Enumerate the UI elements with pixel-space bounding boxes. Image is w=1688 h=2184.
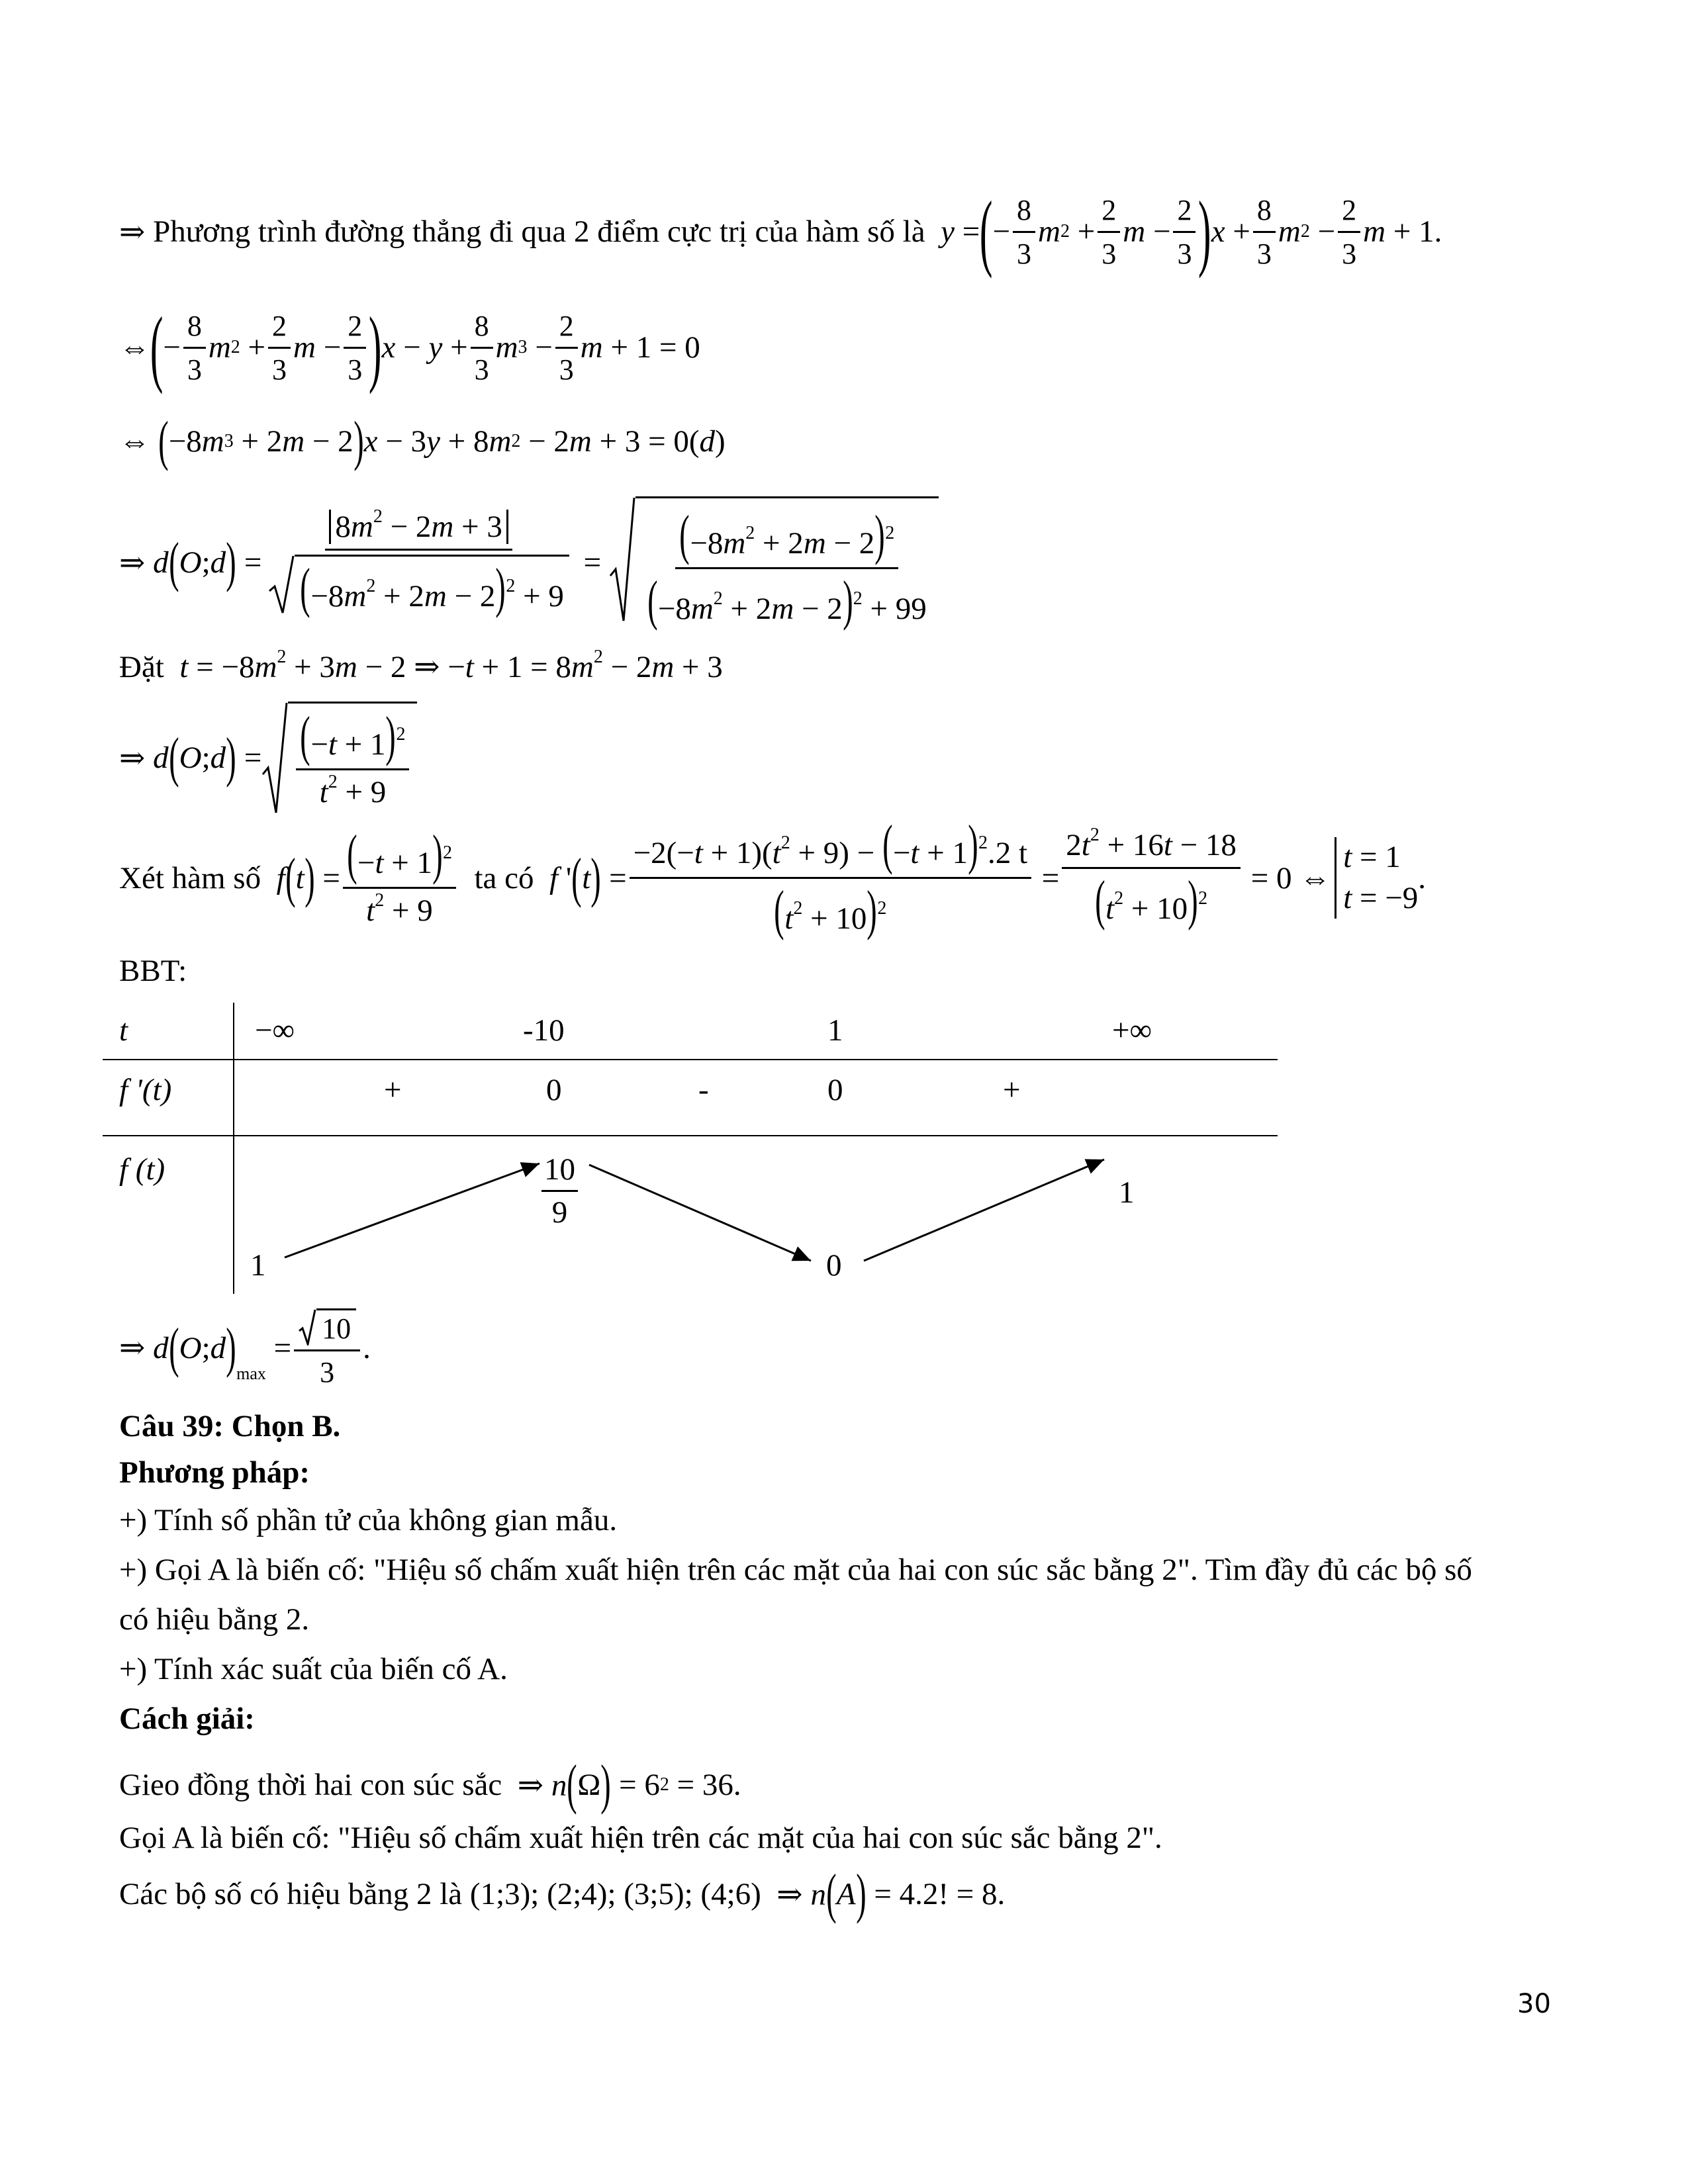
sign-cell: -: [698, 1073, 709, 1107]
f-end-value: 1: [1119, 1175, 1135, 1210]
f-peak-denominator: 9: [551, 1195, 568, 1230]
equation-line-2: ⇔ ( − $\frac{8}{3}$ m 2 + $\frac{2}{3}$ m − $\frac{2}{3}$ ) x − y + $\frac{8}{3}$ m 3 − $\frac{2}{3}$ m + 1 = 0: [119, 300, 700, 395]
decreasing-arrow: [589, 1165, 811, 1261]
method-item: +) Tính xác suất của biến cố A.: [119, 1652, 508, 1686]
function-study-line: Xét hàm số f ( t ) = $\frac{(-t + 1)^2}{t^2 + 9}$ ta có f ' ( t ) = $\frac{-2(-t + 1)(t^2 + 9) - (-t + 1)^2.2 t}{(t^2 + 10)^2}$ = $\frac{2t^2 + 16t - 18}{(t^2 + 10)^2}$ = 0 ⇔ t = 1 t = −9 .: [119, 814, 1427, 941]
max-distance-line: ⇒ d ( O ; d ) max = $\frac{10}{3}$ .: [119, 1307, 371, 1389]
solution-text-3: Các bộ số có hiệu bằng 2 là (1;3); (2;4); (3;5); (4;6): [119, 1877, 761, 1911]
bbt-label: BBT:: [119, 954, 187, 988]
t-value: −∞: [255, 1013, 295, 1048]
f-peak-numerator: 10: [541, 1152, 578, 1192]
solution-line-1: Gieo đồng thời hai con súc sắc ⇒ n ( Ω ) = 6 2 = 36.: [119, 1754, 741, 1815]
method-item: +) Tính số phần tử của không gian mẫu.: [119, 1503, 618, 1537]
solution-text-1: Gieo đồng thời hai con súc sắc: [119, 1768, 502, 1802]
equation-line-1: ⇒ Phương trình đường thẳng đi qua 2 điểm cực trị của hàm số là y = ( − $\frac{8}{3}$ m 2 + $\frac{2}{3}$ m − $\frac{2}{3}$ ) x + $\frac{8}{3}$ m 2 − $\frac{2}{3}$ m + 1.: [119, 184, 1442, 279]
sqrt-sign-icon: [298, 1308, 316, 1345]
f-low-value: 0: [826, 1248, 842, 1283]
line1-text: Phương trình đường thẳng đi qua 2 điểm cực trị của hàm số là: [153, 214, 925, 249]
equation-line-7: ⇒ d ( O ; d ) = $\frac{(-t + 1)^2}{t^2 + 9}$: [119, 702, 417, 814]
fprime-row-head: f '(t): [119, 1073, 172, 1107]
t-row-head: t: [119, 1013, 128, 1048]
method-title: Phương pháp:: [119, 1455, 310, 1490]
f-start-value: 1: [250, 1248, 266, 1283]
substitution-line: Đặt $t = -8m^2 + 3m - 2$ ⇒ $-t + 1 = 8m^2 - 2m + 3$: [119, 647, 723, 684]
page-number: 30: [1517, 1989, 1551, 2019]
question-heading: Câu 39: Chọn B.: [119, 1409, 341, 1443]
sign-cell: 0: [546, 1073, 562, 1107]
equation-line-3: ⇔ ( −8 m 3 + 2 m − 2 ) x − 3 y + 8 m 2 − 2 m + 3 = 0( d ): [119, 410, 726, 472]
method-item: +) Gọi A là biến cố: "Hiệu số chấm xuất hiện trên các mặt của hai con súc sắc bằng 2". Tìm đầy đủ các bộ số: [119, 1553, 1472, 1587]
method-item: có hiệu bằng 2.: [119, 1602, 310, 1637]
sign-cell: 0: [827, 1073, 843, 1107]
equation-line-4: ⇒ d ( O ; d ) = $\frac{8m^2 - 2m + 3}{(-8m^2 + 2m - 2)^2 + 9}$ = $\frac{(-8m^2 + 2m - 2)^2}{(-8m^2 + 2m - 2)^2 + 99}$: [119, 496, 939, 629]
solution-title: Cách giải:: [119, 1702, 255, 1736]
study-label: Xét hàm số: [119, 860, 261, 895]
sign-cell: +: [384, 1073, 402, 1107]
t-value: -10: [523, 1013, 565, 1048]
increasing-arrow: [285, 1163, 539, 1257]
study-mid-text: ta có: [474, 860, 534, 895]
t-value: +∞: [1112, 1013, 1152, 1048]
solution-text-2: Gọi A là biến cố: "Hiệu số chấm xuất hiện trên các mặt của hai con súc sắc bằng 2".: [119, 1821, 1162, 1855]
solution-line-3: Các bộ số có hiệu bằng 2 là (1;3); (2;4); (3;5); (4;6) ⇒ n ( A ) = 4.2! = 8.: [119, 1863, 1006, 1925]
increasing-arrow: [864, 1160, 1104, 1261]
f-row-head: f (t): [119, 1152, 165, 1187]
sign-cell: +: [1003, 1073, 1021, 1107]
substitution-label: Đặt: [119, 649, 164, 684]
t-value: 1: [827, 1013, 843, 1048]
